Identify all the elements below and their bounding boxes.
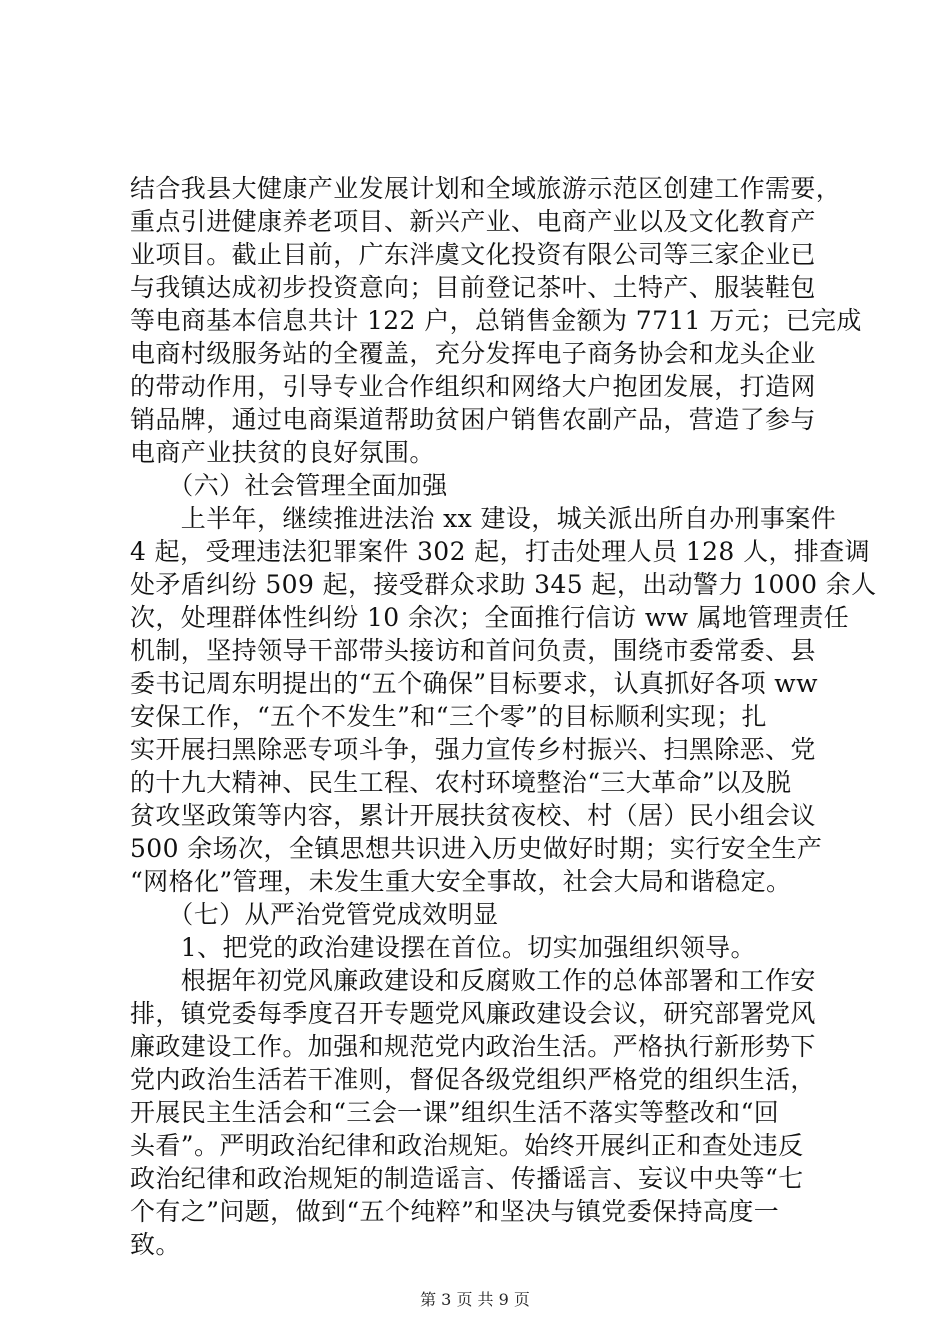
body-line: 机制，坚持领导干部带头接访和首问负责，围绕市委常委、县 [130,636,816,665]
section-heading: （七）从严治党管党成效明显 [130,900,499,929]
body-line: 结合我县大健康产业发展计划和全域旅游示范区创建工作需要， [130,174,842,203]
body-line: 头看”。严明政治纪律和政治规矩。始终开展纠正和查处违反 [130,1131,804,1160]
section-heading: （六）社会管理全面加强 [130,471,448,500]
body-line: 致。 [130,1230,181,1259]
body-line: 实开展扫黑除恶专项斗争，强力宣传乡村振兴、扫黑除恶、党 [130,735,816,764]
body-line: 个有之”问题，做到“五个纯粹”和坚决与镇党委保持高度一 [130,1197,780,1226]
body-line: 开展民主生活会和“三会一课”组织生活不落实等整改和“回 [130,1098,780,1127]
body-line: 重点引进健康养老项目、新兴产业、电商产业以及文化教育产 [130,207,816,236]
body-line: “网格化”管理，未发生重大安全事故，社会大局和谐稳定。 [130,867,792,896]
body-line: 党内政治生活若干准则，督促各级党组织严格党的组织生活， [130,1065,816,1094]
body-line: 廉政建设工作。加强和规范党内政治生活。严格执行新形势下 [130,1032,816,1061]
body-line: 上半年，继续推进法治 xx 建设，城关派出所自办刑事案件 [130,504,837,533]
body-line: 委书记周东明提出的“五个确保”目标要求，认真抓好各项 ww [130,669,818,698]
body-line: 等电商基本信息共计 122 户，总销售金额为 7711 万元；已完成 [130,306,862,335]
body-line: 4 起，受理违法犯罪案件 302 起，打击处理人员 128 人，排查调 [130,537,871,566]
body-line: 安保工作，“五个不发生”和“三个零”的目标顺利实现；扎 [130,702,767,731]
body-line: 的十九大精神、民生工程、农村环境整治“三大革命”以及脱 [130,768,792,797]
body-line: 业项目。截止目前，广东泮虞文化投资有限公司等三家企业已 [130,240,816,269]
body-line: 处矛盾纠纷 509 起，接受群众求助 345 起，出动警力 1000 余人 [130,570,877,599]
body-line: 电商产业扶贫的良好氛围。 [130,438,435,467]
body-line: 与我镇达成初步投资意向；目前登记茶叶、土特产、服装鞋包 [130,273,816,302]
subsection-heading: 1、把党的政治建设摆在首位。切实加强组织领导。 [130,933,756,962]
body-line: 电商村级服务站的全覆盖，充分发挥电子商务协会和龙头企业 [130,339,816,368]
page-footer: 第 3 页 共 9 页 [420,1290,530,1309]
body-line: 排，镇党委每季度召开专题党风廉政建设会议，研究部署党风 [130,999,816,1028]
body-line: 政治纪律和政治规矩的制造谣言、传播谣言、妄议中央等“七 [130,1164,804,1193]
body-line: 的带动作用，引导专业合作组织和网络大户抱团发展，打造网 [130,372,816,401]
body-line: 贫攻坚政策等内容，累计开展扶贫夜校、村（居）民小组会议 [130,801,816,830]
body-line: 销品牌，通过电商渠道帮助贫困户销售农副产品，营造了参与 [130,405,816,434]
body-line: 根据年初党风廉政建设和反腐败工作的总体部署和工作安 [130,966,816,995]
body-line: 500 余场次，全镇思想共识进入历史做好时期；实行安全生产 [130,834,823,863]
body-line: 次，处理群体性纠纷 10 余次；全面推行信访 ww 属地管理责任 [130,603,850,632]
